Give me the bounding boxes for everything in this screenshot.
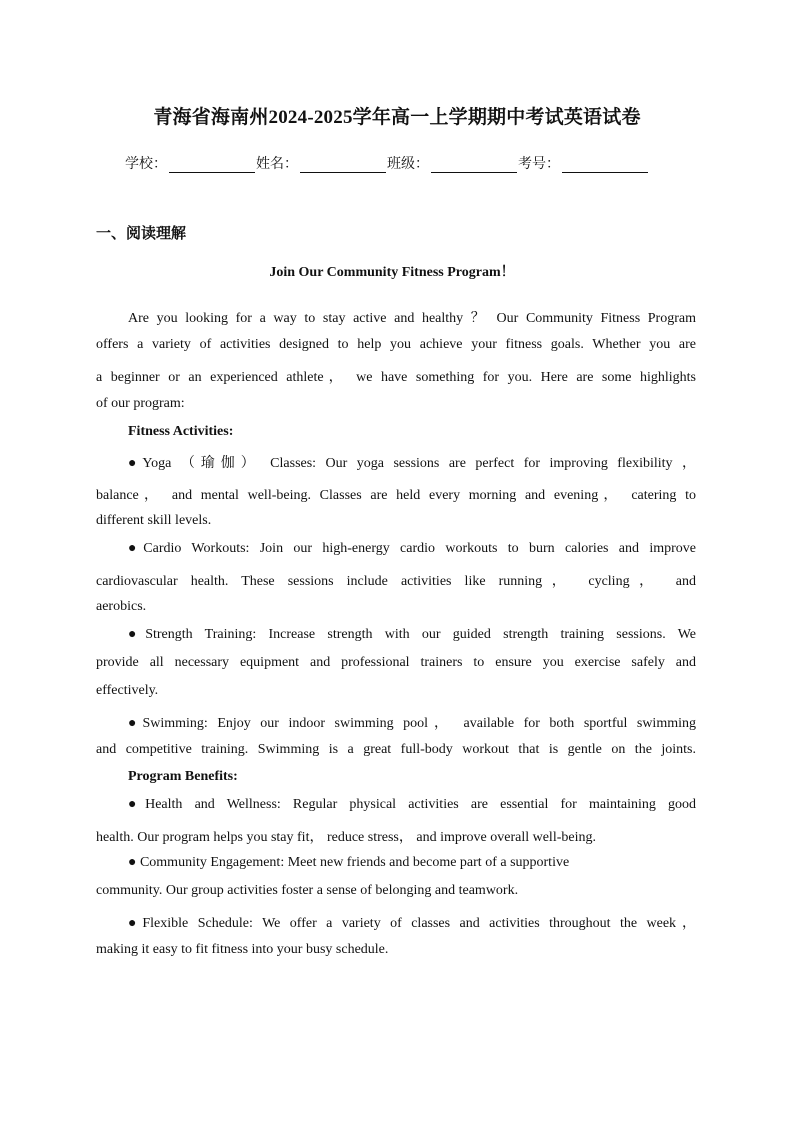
- class-label: 班级：: [387, 156, 429, 172]
- benefit-line: making it easy to fit fitness into your busy schedule.: [96, 942, 389, 957]
- school-label: 学校：: [125, 156, 167, 172]
- benefit-line: community. Our group activities foster a sense of belonging and teamwork.: [96, 883, 519, 898]
- activities-heading: Fitness Activities:: [128, 424, 234, 439]
- intro-line: of our program:: [96, 396, 185, 411]
- benefit-line: health. Our program helps you stay fit， reduce stress， and improve overall well-being.: [96, 830, 596, 845]
- benefits-heading: Program Benefits:: [128, 769, 238, 784]
- intro-line: a beginner or an experienced athlete， we have something for you. Here are some highlights: [96, 370, 696, 385]
- intro-line: offers a variety of activities designed to help you achieve your fitness goals. Whether you are: [96, 337, 696, 352]
- activity-line: ●Strength Training: Increase strength with our guided strength training sessions. We: [128, 627, 696, 642]
- activity-line: effectively.: [96, 683, 159, 698]
- activity-line: ●Swimming: Enjoy our indoor swimming pool， available for both sportful swimming: [128, 716, 696, 731]
- section-heading: 一、阅读理解: [96, 224, 187, 242]
- activity-line: different skill levels.: [96, 513, 212, 528]
- article-title: Join Our Community Fitness Program！: [269, 265, 515, 280]
- benefit-line: ● Community Engagement: Meet new friends and become part of a supportive: [128, 855, 570, 870]
- name-label: 姓名：: [256, 156, 298, 172]
- intro-line: Are you looking for a way to stay active and healthy ？ Our Community Fitness Program: [128, 311, 696, 326]
- activity-line: cardiovascular health. These sessions include activities like running， cycling， and: [96, 574, 696, 589]
- exam-title: 青海省海南州2024-2025学年高一上学期期中考试英语试卷: [153, 107, 641, 128]
- activity-line: balance， and mental well-being. Classes are held every morning and evening， catering to: [96, 488, 696, 503]
- student-info-row: [125, 153, 685, 173]
- exam-number-label: 考号：: [518, 156, 560, 172]
- class-blank[interactable]: [431, 156, 517, 173]
- exam-number-blank[interactable]: [562, 156, 648, 173]
- benefit-line: ●Flexible Schedule: We offer a variety of classes and activities throughout the week，: [128, 916, 696, 931]
- name-blank[interactable]: [300, 156, 386, 173]
- activity-line: aerobics.: [96, 599, 147, 614]
- activity-line: ●Cardio Workouts: Join our high-energy cardio workouts to burn calories and improve: [128, 541, 696, 556]
- activity-line: and competitive training. Swimming is a great full-body workout that is gentle on the joints.: [96, 742, 696, 757]
- activity-line: provide all necessary equipment and professional trainers to ensure you exercise safely and: [96, 655, 696, 670]
- benefit-line: ●Health and Wellness: Regular physical activities are essential for maintaining good: [128, 797, 696, 812]
- activity-line: ●Yoga （瑜伽） Classes: Our yoga sessions are perfect for improving flexibility ，: [128, 456, 696, 471]
- school-blank[interactable]: [169, 156, 255, 173]
